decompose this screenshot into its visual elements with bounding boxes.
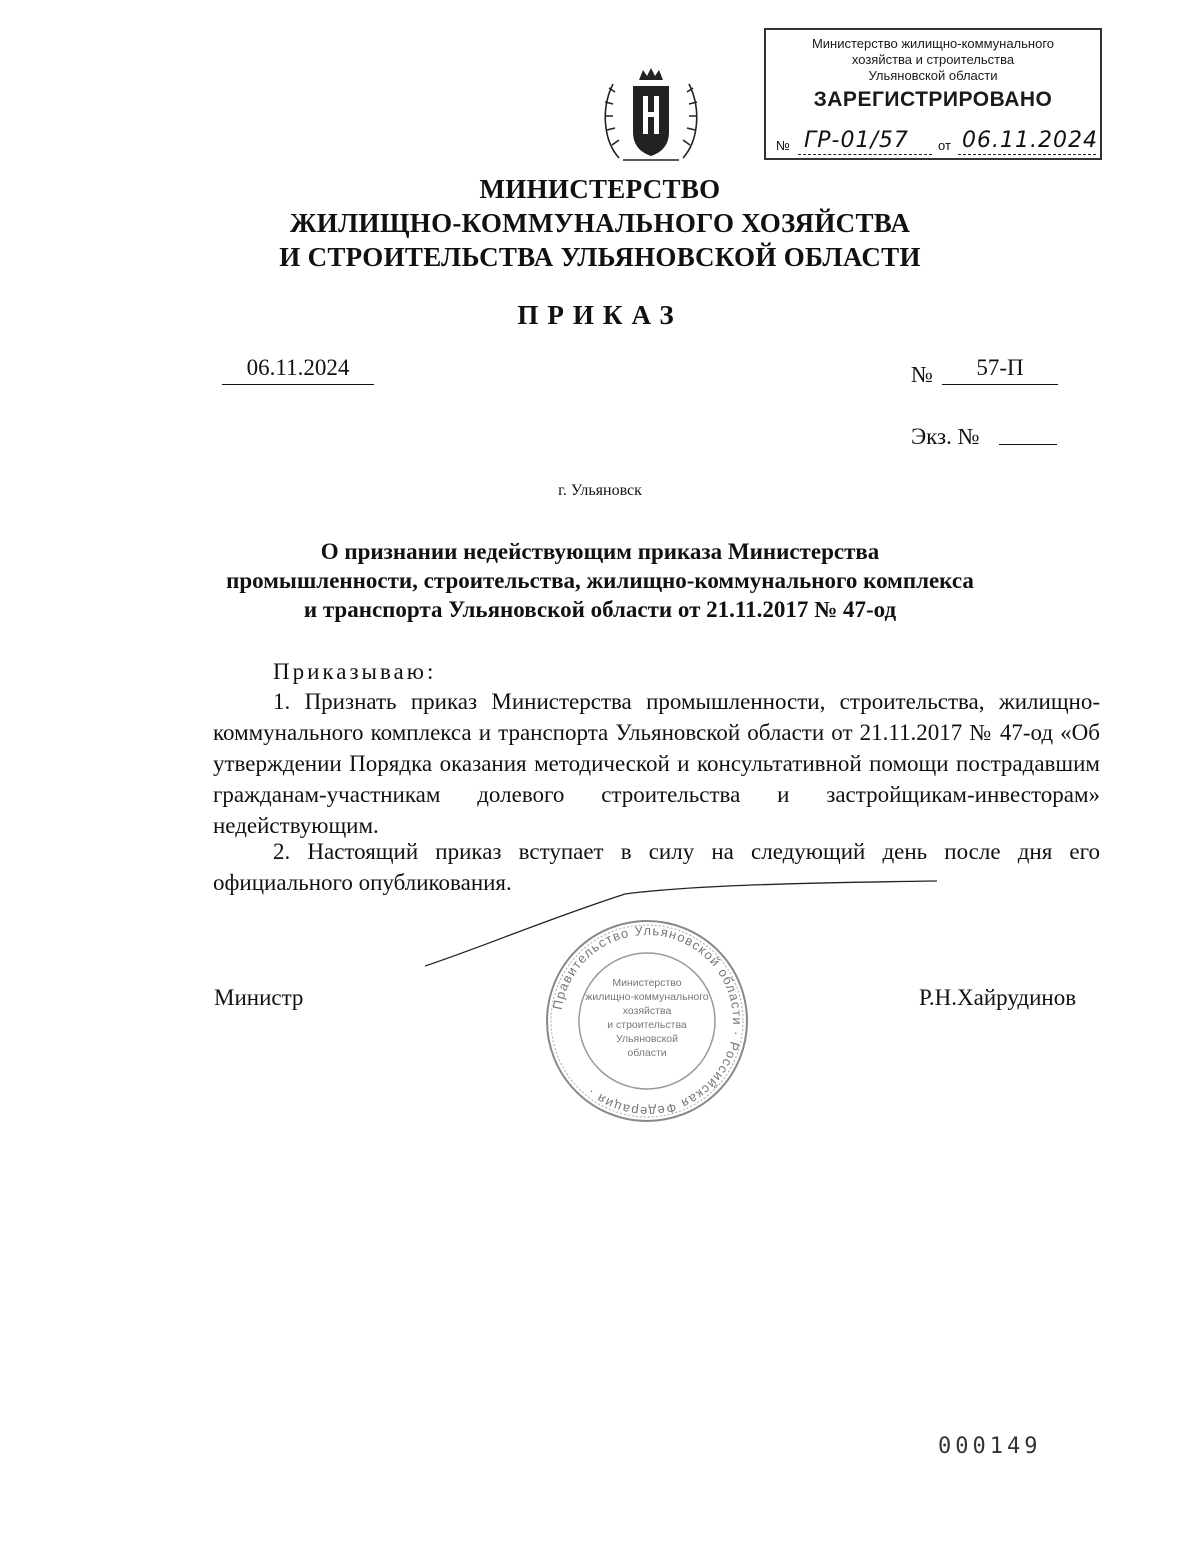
document-date: 06.11.2024 (222, 355, 374, 385)
coat-of-arms-icon (597, 62, 705, 164)
seal-line-4: и строительства (607, 1019, 687, 1031)
seal-line-5: Ульяновской (615, 1033, 679, 1045)
seal-line-1: Министерство (612, 977, 682, 989)
seal-outer-text: Правительство Ульяновской области · Российская Федерация · (549, 922, 746, 1120)
reg-stamp-line-2: хозяйства и строительства (851, 52, 1015, 67)
reg-date-value: 06.11.2024 (962, 128, 1098, 153)
seal-line-6: области (627, 1047, 667, 1059)
order-word: Приказываю: (273, 659, 437, 684)
city: г. Ульяновск (558, 482, 642, 499)
ministry-header (0, 172, 1200, 274)
seal-line-3: хозяйства (622, 1005, 672, 1017)
seal-line-2: жилищно-коммунального (585, 991, 709, 1003)
copy-number-field (999, 444, 1057, 445)
reg-stamp-line-1: Министерство жилищно-коммунального (811, 36, 1055, 51)
ministry-line-1: МИНИСТЕРСТВО (479, 174, 721, 204)
signer-name: Р.Н.Хайрудинов (919, 985, 1077, 1010)
signer-position: Министр (214, 985, 304, 1010)
official-seal (544, 918, 750, 1124)
document-number-label: № (911, 362, 933, 387)
subject-line-1: О признании недействующим приказа Министерства (320, 539, 880, 564)
reg-date-label: от (938, 138, 951, 153)
document-type: ПРИКАЗ (517, 300, 683, 330)
ministry-line-2: ЖИЛИЩНО-КОММУНАЛЬНОГО ХОЗЯЙСТВА (289, 208, 911, 238)
reg-number-value: ГР-01/57 (804, 128, 909, 153)
subject-line-3: и транспорта Ульяновской области от 21.11.2017 № 47-од (303, 597, 897, 622)
paragraph-1: 1. Признать приказ Министерства промышленности, строительства, жилищно-коммунального комплекса и транспорта Ульяновской области от 21.11.2017 № 47-од «Об утверждении Порядка оказания методической и консультативной помощи пострадавшим гражданам-участникам долевого строительства и застройщикам-инвесторам» недействующим. (213, 689, 1100, 838)
ministry-line-3: И СТРОИТЕЛЬСТВА УЛЬЯНОВСКОЙ ОБЛАСТИ (279, 242, 921, 272)
subject-line-2: промышленности, строительства, жилищно-коммунального комплекса (226, 568, 974, 593)
sheet-number: 000149 (938, 1434, 1042, 1459)
copy-number-label: Экз. № (911, 424, 980, 449)
reg-number-label: № (776, 138, 790, 153)
document-number: 57-П (942, 355, 1058, 385)
reg-stamp-line-3: Ульяновской области (868, 68, 998, 83)
reg-stamp-status: ЗАРЕГИСТРИРОВАНО (813, 88, 1053, 111)
paragraph-2: 2. Настоящий приказ вступает в силу на следующий день после дня его официального опубликования. (213, 839, 1100, 895)
reg-stamp-number-row (774, 128, 1098, 158)
registration-stamp (764, 28, 1102, 160)
document-subject (0, 537, 1200, 624)
